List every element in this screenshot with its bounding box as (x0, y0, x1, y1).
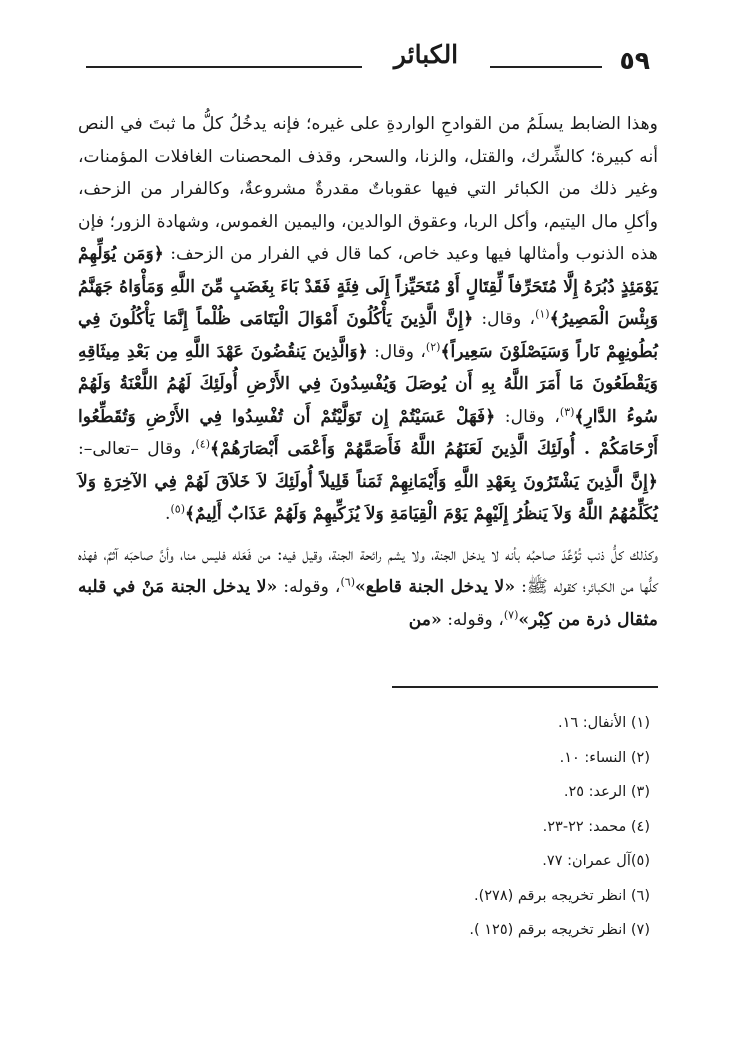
footnote-ref: (٥) (170, 502, 185, 516)
quran-verse: ﴿إِنَّ الَّذِينَ يَشْتَرُونَ بِعَهْدِ اللَّهِ وَأَيْمَانِهِمْ ثَمَناً قَلِيلاً أُولَئِكَ لاَ خَلاَقَ لَهُمْ فِي الآخِرَةِ وَلاَ يُكَلِّمُهُمُ اللَّهُ وَلاَ يَنظُرُ إِلَيْهِمْ يَوْمَ الْقِيَامَةِ وَلاَ يُزَكِّيهِمْ وَلَهُمْ عَذَابٌ أَلِيمٌ﴾ (78, 471, 658, 524)
connector-text: ، وقال: (473, 309, 536, 329)
quran-verse: ﴿وَمَن يُوَلِّهِمْ يَوْمَئِذٍ دُبُرَهُ إِلَّا مُتَحَرِّفاً لِّقِتَالٍ أَوْ مُتَحَيِّزاً إِلَى فِئَةٍ فَقَدْ بَاءَ بِغَضَبٍ مِّنَ اللَّهِ وَمَأْوَاهُ جَهَنَّمُ وَبِئْسَ الْمَصِيرُ﴾ (78, 244, 658, 329)
paragraph-2 (78, 539, 658, 637)
sentence-end: . (165, 504, 171, 524)
paragraph-1 (78, 108, 658, 531)
quran-verse: ﴿وَالَّذِينَ يَنقُضُونَ عَهْدَ اللَّهِ مِن بَعْدِ مِيثَاقِهِ وَيَقْطَعُونَ مَا أَمَرَ اللَّهُ بِهِ أَن يُوصَلَ وَيُفْسِدُونَ فِي الأَرْضِ أُولَئِكَ لَهُمُ اللَّعْنَةُ وَلَهُمْ سُوءُ الدَّارِ﴾ (78, 341, 658, 427)
connector-text: ، وقال: (495, 406, 560, 427)
footnote-item: (٦) انظر تخريجه برقم (٢٧٨). (473, 887, 650, 904)
footnote-item: (٣) الرعد: ٢٥. (563, 784, 650, 800)
page-number: ٥٩ (619, 46, 650, 75)
footnotes (78, 713, 650, 955)
connector-text: ، وقوله: (441, 609, 504, 630)
footnote-ref: (٤) (195, 437, 210, 451)
quran-verse: ﴿فَهَلْ عَسَيْتُمْ إِن تَوَلَّيْتُمْ أَن تُفْسِدُوا فِي الأَرْضِ وَتُقَطِّعُوا أَرْحَامَكُمْ . أُولَئِكَ الَّذِينَ لَعَنَهُمُ اللَّهُ فَأَصَمَّهُمْ وَأَعْمَى أَبْصَارَهُمْ﴾ (78, 406, 658, 459)
connector-text: ، وقال: (367, 341, 426, 362)
main-text (78, 108, 658, 636)
paragraph-text: وكذلك كلُّ ذنب تُوُعِّدَ صاحبُه بأنه لا يدخل الجنة، ولا يشم رائحة الجنة، وقيل فيه: من فَعَله فليس منا، وأنَّ صاحبَه آثمٌ، فهذه كلُّها من الكبائر؛ كقوله ﷺ: (78, 544, 658, 597)
header-rule-left (86, 66, 362, 68)
page-header (78, 40, 658, 86)
footnote-item: (٧) انظر تخريجه برقم (١٢٥ ). (469, 922, 650, 938)
footnote-item: (٢) النساء: ١٠. (559, 749, 650, 766)
connector-text: ، وقال –تعالى–: (78, 439, 196, 459)
footnote-ref: (٧) (503, 607, 519, 621)
paragraph-text: وهذا الضابط يسلَمُ من القوادحِ الواردةِ على غيره؛ فإنه يدخُلُ كلُّ ما ثبتَ في النص أنه كبيرة؛ كالشِّرك، والقتل، والزنا، والسحر، وقذف المحصنات الغافلات المؤمنات، وغير ذلك من الكبائر التي فيها عقوباتٌ مقدرةٌ مشروعةٌ، وكالفرار من الزحف، وأكلِ مال اليتيم، وأكل الربا، وعقوق الوالدين، واليمين الغموس، وشهادة الزور؛ فإن هذه الذنوب وأمثالها فيها وعيد خاص، كما قال في الفرار من الزحف: (78, 114, 658, 264)
footnote-item: (١) الأنفال: ١٦. (557, 715, 650, 731)
footnote-item: (٤) محمد: ٢٢-٢٣. (542, 818, 650, 835)
footnote-ref: (٦) (340, 575, 355, 589)
book-title: الكبائر (393, 40, 459, 69)
hadith-quote: «لا يدخل الجنة قاطع» (355, 577, 516, 597)
footnote-ref: (٣) (559, 404, 575, 418)
hadith-quote: «من (408, 609, 442, 630)
footnote-separator (392, 686, 658, 688)
footnote-item: (٥)آل عمران: ٧٧. (542, 853, 650, 869)
hadith-quote: «لا يدخل الجنة مَنْ في قلبه مثقال ذرة من كِبْر» (78, 577, 658, 630)
footnote-ref: (٢) (425, 339, 441, 353)
footnote-ref: (١) (535, 307, 550, 321)
header-rule-right (490, 66, 602, 68)
quran-verse: ﴿إِنَّ الَّذِينَ يَأْكُلُونَ أَمْوَالَ الْيَتَامَى ظُلْماً إِنَّمَا يَأْكُلُونَ فِي بُطُونِهِمْ نَاراً وَسَيَصْلَوْنَ سَعِيراً﴾ (78, 309, 658, 362)
connector-text: ، وقوله: (277, 577, 341, 597)
